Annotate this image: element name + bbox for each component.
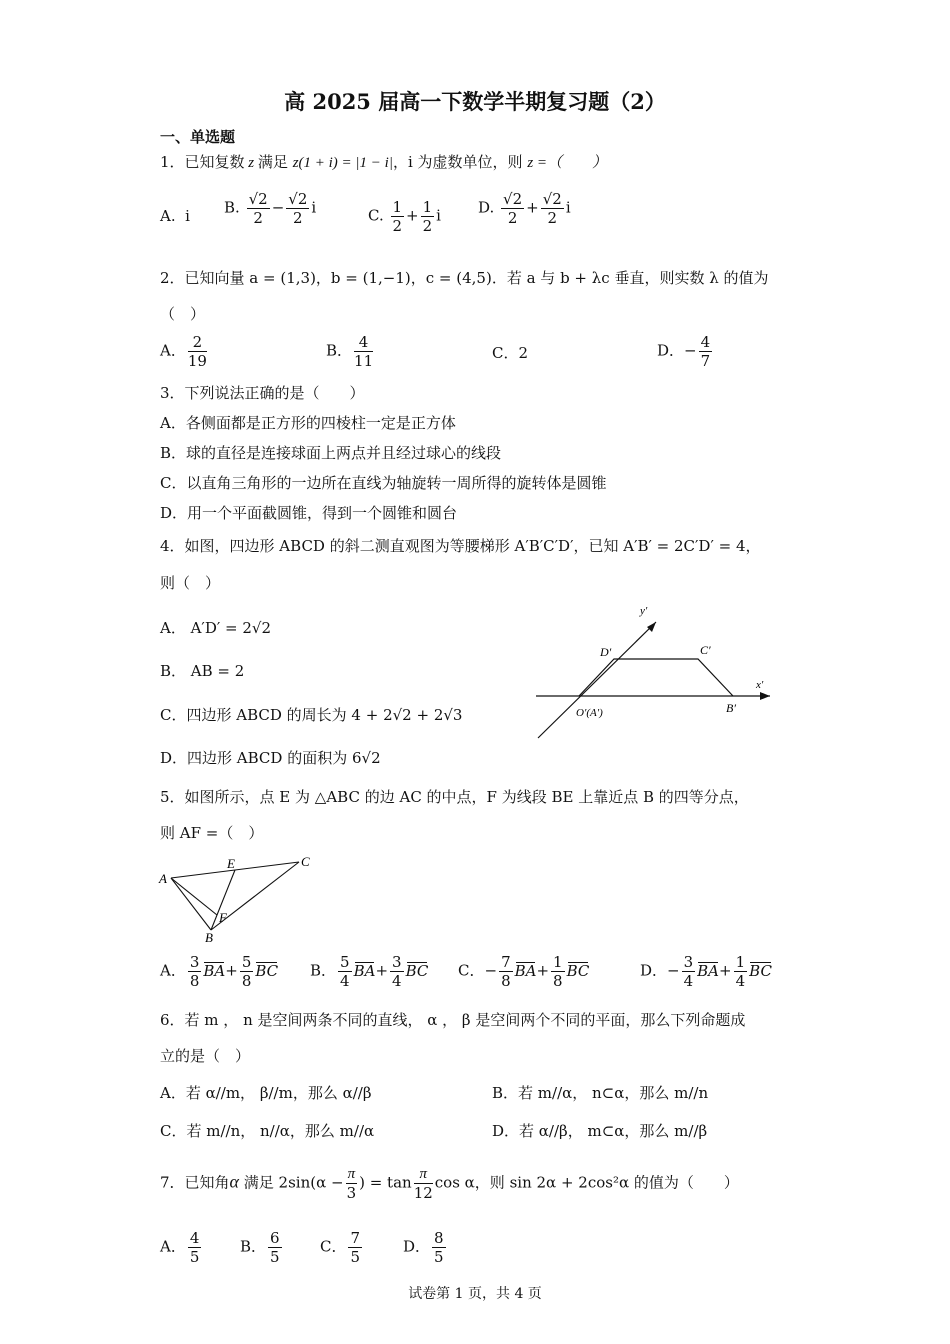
q6-option-a[interactable]: A．若 α//m， β//m，那么 α//β bbox=[160, 1084, 372, 1102]
q4-figure bbox=[530, 600, 780, 745]
q5-option-b[interactable]: B． $\frac{5}{4}$ BA+ $\frac{3}{4}$ BC bbox=[310, 953, 429, 990]
q2-option-d[interactable]: D．− $\frac{4}{7}$ bbox=[657, 333, 711, 370]
q6-option-d[interactable]: D．若 α//β， m⊂α，那么 m//β bbox=[492, 1122, 708, 1140]
q3-option-b[interactable]: B．球的直径是连接球面上两点并且经过球心的线段 bbox=[160, 444, 502, 462]
q5-option-c[interactable]: C．− $\frac{7}{8}$ BA+ $\frac{1}{8}$ BC bbox=[458, 953, 590, 990]
q7-option-a[interactable]: A． $\frac{4}{5}$ bbox=[160, 1229, 200, 1266]
q6-stem: 6．若 m ， n 是空间两条不同的直线， α ， β 是空间两个不同的平面，那么下列命题成 bbox=[160, 1011, 746, 1029]
fig-label-d: D′ bbox=[600, 645, 612, 659]
q6-option-b[interactable]: B．若 m//α， n⊂α，那么 m//n bbox=[492, 1084, 709, 1102]
q1-stem: 1．已知复数 z 满足 z(1 + i) = |1 − i|，i 为虚数单位，则 z =（ ） bbox=[160, 153, 608, 171]
page-footer: 试卷第 1 页，共 4 页 bbox=[408, 1286, 542, 1302]
fig5-label-c: C bbox=[301, 854, 310, 869]
q1-option-b[interactable]: B. $\frac{√2}{2}$ − $\frac{√2}{2}$ i bbox=[224, 190, 317, 227]
q4-option-d[interactable]: D．四边形 ABCD 的面积为 6√2 bbox=[160, 749, 381, 767]
fig-label-b: B′ bbox=[726, 701, 736, 715]
q1-option-c[interactable]: C. $\frac{1}{2}$ + $\frac{1}{2}$ i bbox=[368, 198, 441, 235]
q4-option-c[interactable]: C．四边形 ABCD 的周长为 4 + 2√2 + 2√3 bbox=[160, 706, 463, 724]
page-title: 高 2025 届高一下数学半期复习题（2） bbox=[284, 89, 666, 114]
q7-option-d[interactable]: D． $\frac{8}{5}$ bbox=[403, 1229, 444, 1266]
q3-stem: 3．下列说法正确的是（ ） bbox=[160, 384, 365, 402]
fig5-label-a: A bbox=[159, 871, 167, 886]
q4-stem: 4．如图，四边形 ABCD 的斜二测直观图为等腰梯形 A′B′C′D′，已知 A′B′ = 2C′D′ = 4， bbox=[160, 537, 761, 555]
q5-figure bbox=[155, 850, 325, 945]
q7-option-c[interactable]: C． $\frac{7}{5}$ bbox=[320, 1229, 361, 1266]
fig-label-x: x′ bbox=[756, 679, 764, 691]
q4-option-b[interactable]: B． AB = 2 bbox=[160, 662, 245, 680]
q2-option-c[interactable]: C．2 bbox=[492, 344, 529, 362]
q1-option-a[interactable]: A. i bbox=[160, 207, 190, 225]
q2-stem: 2．已知向量 a = (1,3)，b = (1,−1)，c = (4,5)．若 a 与 b + λc 垂直，则实数 λ 的值为 bbox=[160, 269, 769, 287]
q3-option-a[interactable]: A．各侧面都是正方形的四棱柱一定是正方体 bbox=[160, 414, 456, 432]
q2-paren: （ ） bbox=[160, 305, 206, 323]
q5-stem-2: 则 AF =（ ） bbox=[160, 824, 264, 842]
fig5-label-e: E bbox=[227, 856, 235, 871]
q5-option-d[interactable]: D．− $\frac{3}{4}$ BA+ $\frac{1}{4}$ BC bbox=[640, 953, 772, 990]
fig-label-c: C′ bbox=[700, 643, 711, 657]
q4-option-a[interactable]: A． A′D′ = 2√2 bbox=[160, 619, 272, 637]
q2-option-a[interactable]: A． $\frac{2}{19}$ bbox=[160, 333, 207, 370]
q2-option-b[interactable]: B． $\frac{4}{11}$ bbox=[326, 333, 374, 370]
fig-label-o: O′(A′) bbox=[576, 707, 603, 719]
q5-option-a[interactable]: A． $\frac{3}{8}$ BA+ $\frac{5}{8}$ BC bbox=[160, 953, 279, 990]
q6-option-c[interactable]: C．若 m//n， n//α，那么 m//α bbox=[160, 1122, 375, 1140]
section-heading: 一、单选题 bbox=[160, 128, 236, 146]
q7-stem: 7．已知角α 满足 2sin(α − $\frac{\pi}{3}$ ) = tan $\frac{\pi}{12}$ cos α，则 sin 2α + 2cos²α 的值为（ ） bbox=[160, 1166, 739, 1202]
q1-option-d[interactable]: D. $\frac{√2}{2}$ + $\frac{√2}{2}$ i bbox=[478, 190, 571, 227]
fig5-label-b: B bbox=[205, 930, 213, 945]
q6-stem-2: 立的是（ ） bbox=[160, 1047, 251, 1065]
q5-stem: 5．如图所示，点 E 为 △ABC 的边 AC 的中点，F 为线段 BE 上靠近点 B 的四等分点， bbox=[160, 788, 749, 806]
fig5-label-f: F bbox=[219, 910, 227, 925]
q4-stem-2: 则（ ） bbox=[160, 574, 221, 592]
fig-label-y: y′ bbox=[640, 605, 648, 617]
q7-option-b[interactable]: B． $\frac{6}{5}$ bbox=[240, 1229, 280, 1266]
q3-option-d[interactable]: D．用一个平面截圆锥，得到一个圆锥和圆台 bbox=[160, 504, 458, 522]
q3-option-c[interactable]: C．以直角三角形的一边所在直线为轴旋转一周所得的旋转体是圆锥 bbox=[160, 474, 607, 492]
